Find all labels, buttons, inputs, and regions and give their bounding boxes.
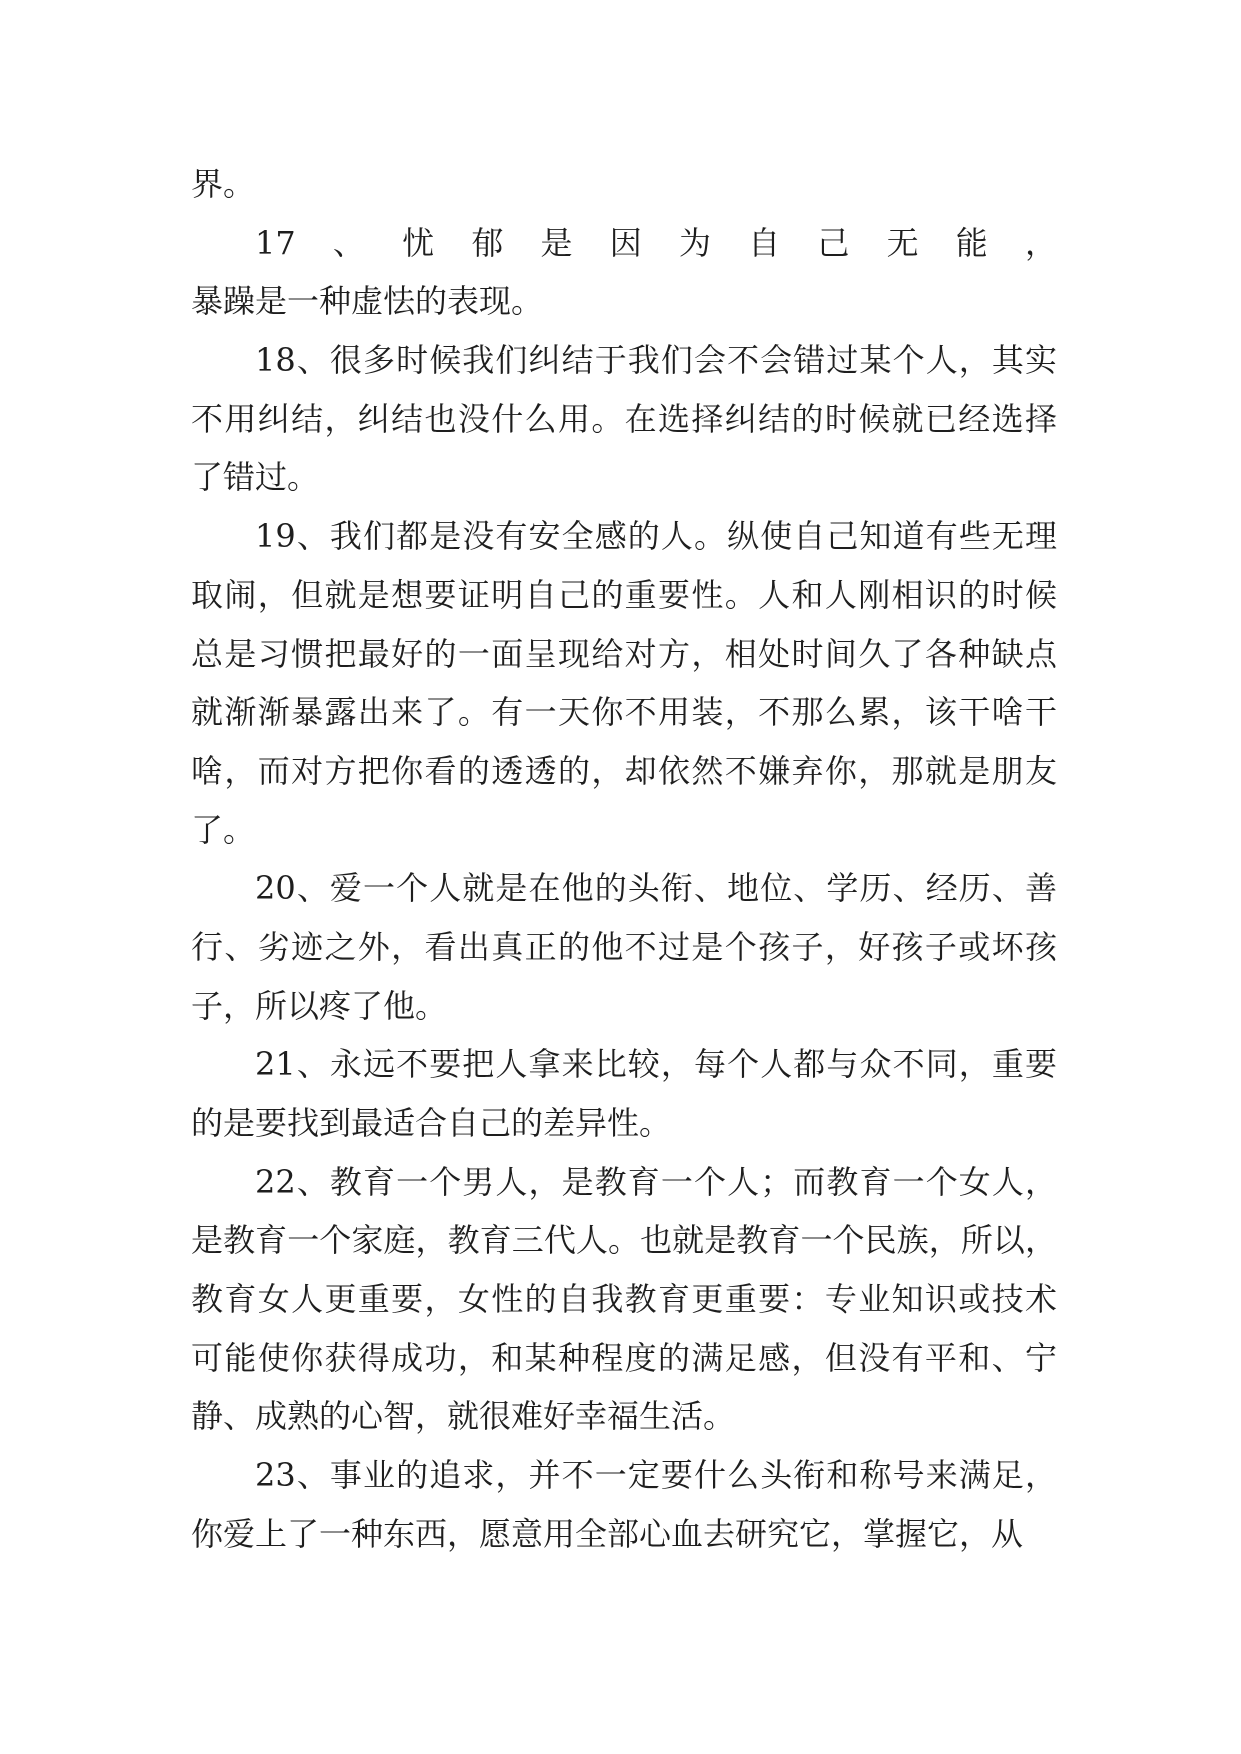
text-line: 是教育一个家庭，教育三代人。也就是教育一个民族，所以， [191, 1221, 1057, 1260]
text-line: 子，所以疼了他。 [191, 986, 448, 1025]
text-line: 可能使你获得成功，和某种程度的满足感，但没有平和、宁 [191, 1338, 1057, 1377]
text-line: 总是习惯把最好的一面呈现给对方，相处时间久了各种缺点 [191, 634, 1057, 673]
paragraph [191, 331, 1057, 507]
paragraph [191, 1035, 1057, 1152]
text-line: 暴躁是一种虚怯的表现。 [191, 282, 544, 321]
text-line: 18、很多时候我们纠结于我们会不会错过某个人，其实 [255, 341, 1057, 380]
text-line: 了错过。 [191, 458, 320, 497]
text-line: 静、成熟的心智，就很难好幸福生活。 [191, 1397, 736, 1436]
text-line: 就渐渐暴露出来了。有一天你不用装，不那么累，该干啥干 [191, 693, 1057, 732]
paragraph [191, 1153, 1057, 1446]
paragraph [191, 214, 1057, 331]
body-text [191, 155, 1057, 1564]
text-line: 21、永远不要把人拿来比较，每个人都与众不同，重要 [255, 1045, 1057, 1084]
text-line: 行、劣迹之外，看出真正的他不过是个孩子，好孩子或坏孩 [191, 927, 1057, 966]
text-line: 了。 [191, 810, 256, 849]
text-line: 22、教育一个男人，是教育一个人；而教育一个女人， [255, 1162, 1057, 1201]
text-line: 17、忧郁是因为自己无能， [255, 223, 1057, 262]
text-line: 界。 [191, 165, 256, 203]
text-line: 啥，而对方把你看的透透的，却依然不嫌弃你，那就是朋友 [191, 751, 1057, 790]
text-line: 教育女人更重要，女性的自我教育更重要：专业知识或技术 [191, 1280, 1057, 1319]
paragraph [191, 507, 1057, 859]
paragraph [191, 155, 1057, 214]
paragraph [191, 1446, 1057, 1563]
text-line: 23、事业的追求，并不一定要什么头衔和称号来满足， [255, 1456, 1057, 1495]
text-line: 20、爱一个人就是在他的头衔、地位、学历、经历、善 [255, 869, 1057, 908]
paragraph [191, 859, 1057, 1035]
text-line: 的是要找到最适合自己的差异性。 [191, 1104, 672, 1142]
text-line: 不用纠结，纠结也没什么用。在选择纠结的时候就已经选择 [191, 399, 1057, 438]
text-line: 取闹，但就是想要证明自己的重要性。人和人刚相识的时候 [191, 575, 1057, 614]
text-line: 你爱上了一种东西，愿意用全部心血去研究它，掌握它，从 [191, 1514, 1024, 1553]
text-line: 19、我们都是没有安全感的人。纵使自己知道有些无理 [255, 517, 1057, 556]
